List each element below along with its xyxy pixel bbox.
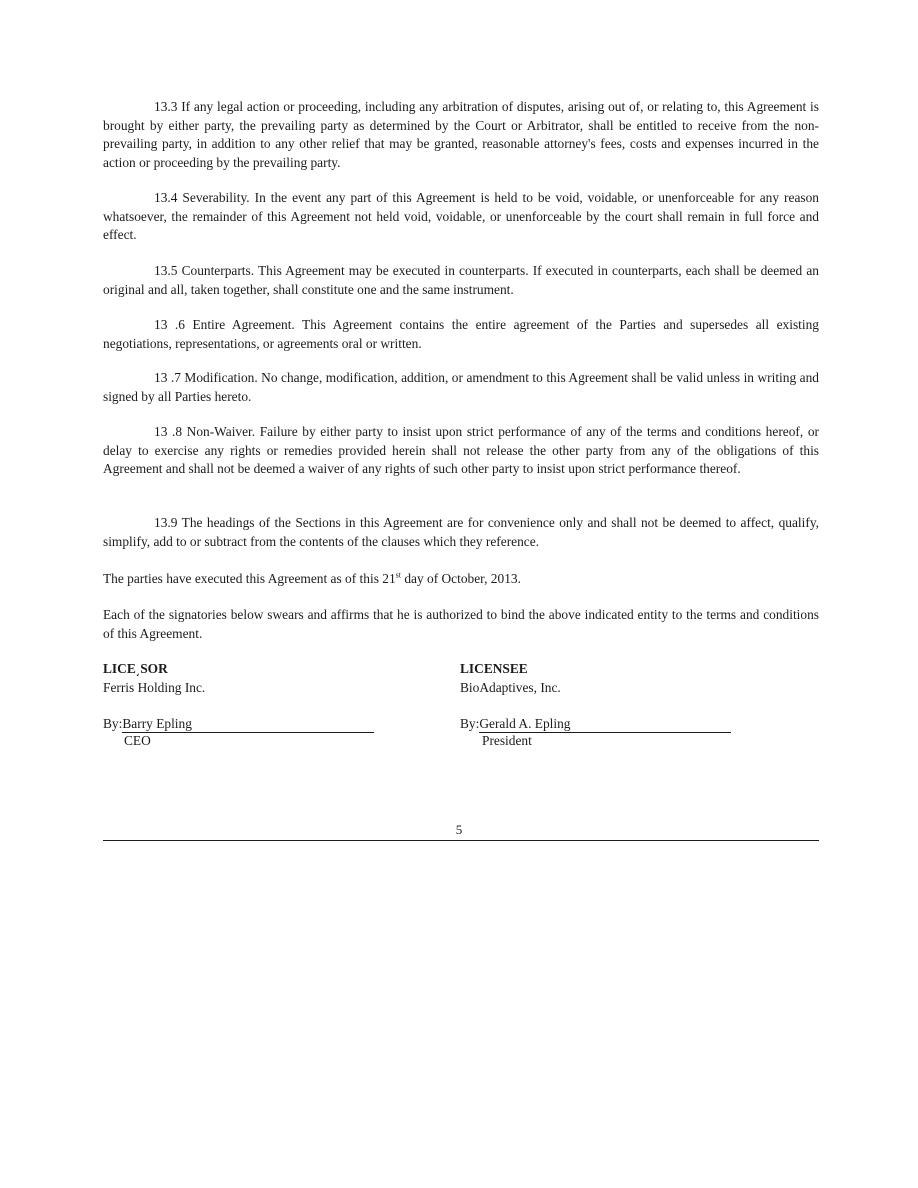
licensee-entity: BioAdaptives, Inc. <box>460 679 561 695</box>
licensee-signature-line <box>460 716 731 733</box>
execution-date-superscript: st <box>395 570 401 580</box>
execution-date-prefix: The parties have executed this Agreement as of this 21 <box>103 571 396 586</box>
licensor-signature-block <box>103 660 205 697</box>
execution-date-suffix: day of October, 2013. <box>400 571 521 586</box>
licensor-entity: Ferris Holding Inc. <box>103 679 206 695</box>
licensor-signer-title: CEO <box>124 733 151 748</box>
licensor-by-label: By: <box>103 716 123 731</box>
clause-13-3: 13.3 If any legal action or proceeding, including any arbitration of disputes, arising out of, or relating to, this Agreement is brought by either party, the prevailing party as determined by the Court or Arbitrator, shall be entitled to receive from the non-prevailing party, in addition to any other relief that may be granted, reasonable attorney's fees, costs and expenses incurred in the action or proceeding by the prevailing party. <box>103 99 819 170</box>
licensee-by-label: By: <box>460 716 480 731</box>
licensee-signer-title: President <box>482 733 532 748</box>
licensee-signer-name: Gerald A. Epling <box>479 716 731 733</box>
clause-13-4-severability: 13.4 Severability. In the event any part of this Agreement is held to be void, voidable, or unenforceable for any reason whatsoever, the remainder of this Agreement not held void, voidable, or unenforceable by the court shall remain in full force and effect. <box>103 190 819 243</box>
execution-date-statement <box>103 570 819 589</box>
authority-statement: Each of the signatories below swears and affirms that he is authorized to bind the above indicated entity to the terms and conditions of this Agreement. <box>103 607 819 641</box>
clause-13-6-entire-agreement: 13 .6 Entire Agreement. This Agreement contains the entire agreement of the Parties and supersedes all existing negotiations, representations, or agreements oral or written. <box>103 317 819 351</box>
clause-13-7-modification: 13 .7 Modification. No change, modification, addition, or amendment to this Agreement shall be valid unless in writing and signed by all Parties hereto. <box>103 370 819 404</box>
clause-13-8-non-waiver: 13 .8 Non-Waiver. Failure by either party to insist upon strict performance of any of the terms and conditions hereof, or delay to exercise any rights or remedies provided herein shall not release the other party from any of the obligations of this Agreement and shall not be deemed a waiver of any rights of such other party to insist upon strict performance thereof. <box>103 424 819 477</box>
footer-divider <box>103 840 819 841</box>
licensor-heading: LICE͵SOR <box>103 661 168 676</box>
licensee-heading: LICENSEE <box>460 661 528 676</box>
licensor-signer-name: Barry Epling <box>122 716 374 733</box>
licensee-signature-block <box>460 660 561 697</box>
clause-13-9-headings: 13.9 The headings of the Sections in this Agreement are for convenience only and shall not be deemed to affect, qualify, simplify, add to or subtract from the contents of the clauses which they reference. <box>103 515 819 549</box>
page-number: 5 <box>455 822 463 837</box>
clause-13-5-counterparts: 13.5 Counterparts. This Agreement may be executed in counterparts. If executed in counterparts, each shall be deemed an original and all, taken together, shall constitute one and the same instrument. <box>103 263 819 297</box>
licensor-signature-line <box>103 716 374 733</box>
